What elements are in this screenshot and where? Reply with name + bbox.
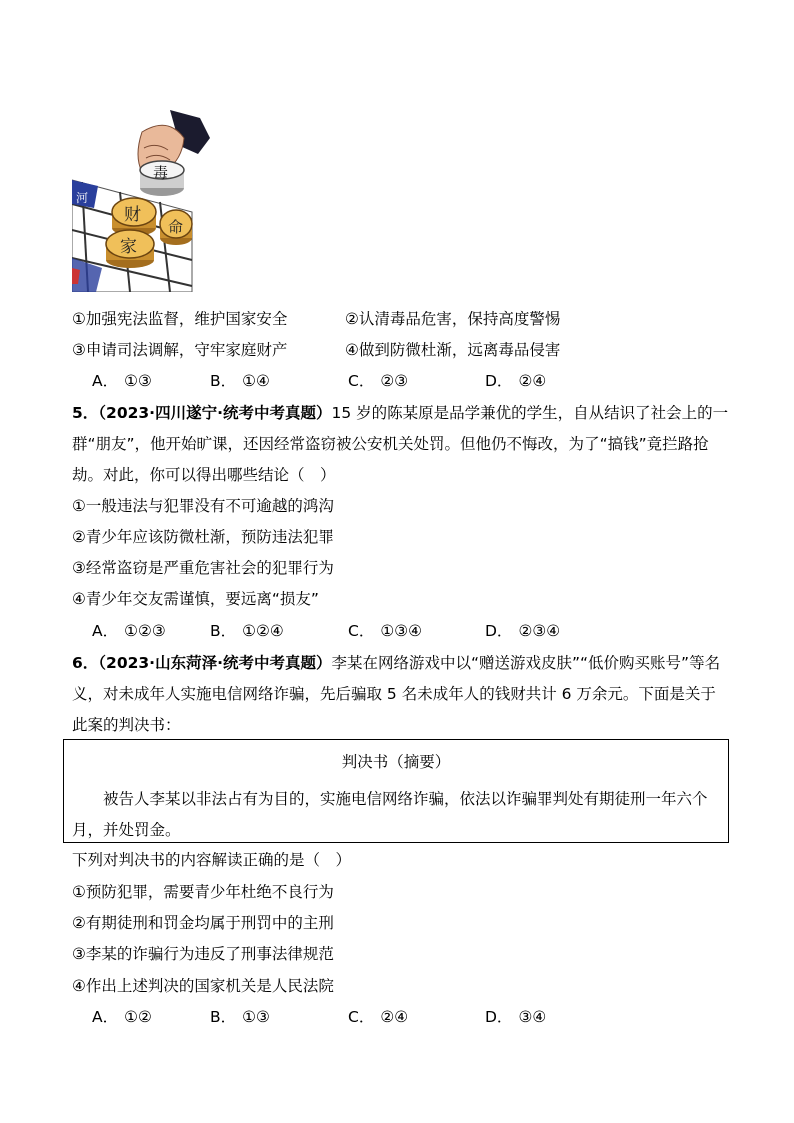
q5-option-c[interactable]: C． ①③④	[348, 622, 423, 640]
judgment-box	[63, 739, 729, 843]
piece-label-home: 家	[120, 237, 137, 257]
q5-option-b[interactable]: B． ①②④	[210, 622, 284, 640]
piece-label-life: 命	[168, 218, 184, 236]
q5-number: 5．	[72, 404, 99, 422]
q5-statement-1: ①一般违法与犯罪没有不可逾越的鸿沟	[72, 497, 334, 515]
q6-statement-4: ④作出上述判决的国家机关是人民法院	[72, 977, 334, 995]
drug-chess-illustration	[72, 108, 212, 292]
q6-number: 6．	[72, 654, 99, 672]
q6-question: 下列对判决书的内容解读正确的是（ ）	[72, 851, 352, 869]
q6-option-c[interactable]: C． ②④	[348, 1008, 409, 1026]
q6-statement-3: ③李某的诈骗行为违反了刑事法律规范	[72, 945, 334, 963]
q6-source: （2023·山东菏泽·统考中考真题）	[98, 654, 332, 672]
q4-statement-1: ①加强宪法监督，维护国家安全	[72, 310, 288, 328]
q4-statement-4: ④做到防微杜渐，远离毒品侵害	[345, 341, 561, 359]
q5-option-a[interactable]: A． ①②③	[92, 622, 166, 640]
q6-stem-line-3: 此案的判决书：	[72, 716, 181, 734]
q6-statement-1: ①预防犯罪，需要青少年杜绝不良行为	[72, 883, 334, 901]
q4-option-b[interactable]: B． ①④	[210, 372, 270, 390]
q6-option-b[interactable]: B． ①③	[210, 1008, 270, 1026]
q5-option-d[interactable]: D． ②③④	[485, 622, 561, 640]
judgment-title: 判决书（摘要）	[341, 753, 451, 771]
q5-stem-line-2: 群“朋友”，他开始旷课，还因经常盗窃被公安机关处罚。但他仍不悔改，为了“搞钱”竟拦路抢	[72, 435, 709, 453]
q5-statement-4: ④青少年交友需谨慎，要远离“损友”	[72, 590, 319, 608]
q5-stem-line-3: 劫。对此，你可以得出哪些结论（ ）	[72, 466, 336, 484]
q4-option-a[interactable]: A． ①③	[92, 372, 152, 390]
q5-stem-line-1: 5．（2023·四川遂宁·统考中考真题）15 岁的陈某原是品学兼优的学生，自从结识了社会上的一	[72, 404, 729, 422]
q6-statement-2: ②有期徒刑和罚金均属于刑罚中的主刑	[72, 914, 334, 932]
piece-label-wealth: 财	[124, 205, 141, 225]
q4-statement-3: ③申请司法调解，守牢家庭财产	[72, 341, 288, 359]
judgment-body: 被告人李某以非法占有为目的，实施电信网络诈骗，依法以诈骗罪判处有期徒刑一年六个月，并处罚金。	[72, 790, 708, 839]
chess-piece-home	[106, 230, 154, 268]
q6-option-d[interactable]: D． ③④	[485, 1008, 547, 1026]
q6-option-a[interactable]: A． ①②	[92, 1008, 152, 1026]
piece-label-poison: 毒	[153, 164, 169, 182]
board-river-char: 河	[76, 191, 89, 205]
chess-piece-poison	[140, 161, 184, 196]
q5-statement-2: ②青少年应该防微杜渐，预防违法犯罪	[72, 528, 334, 546]
q6-stem-line-1: 6．（2023·山东菏泽·统考中考真题）李某在网络游戏中以“赠送游戏皮肤”“低价购买账号”等名	[72, 654, 721, 672]
q5-statement-3: ③经常盗窃是严重危害社会的犯罪行为	[72, 559, 334, 577]
q4-option-c[interactable]: C． ②③	[348, 372, 409, 390]
q4-option-d[interactable]: D． ②④	[485, 372, 547, 390]
q6-stem-line-2: 义，对未成年人实施电信网络诈骗，先后骗取 5 名未成年人的钱财共计 6 万余元。下面是关于	[72, 685, 716, 703]
q4-statement-2: ②认清毒品危害，保持高度警惕	[345, 310, 561, 328]
q5-source: （2023·四川遂宁·统考中考真题）	[98, 404, 332, 422]
chess-piece-life	[160, 210, 192, 245]
